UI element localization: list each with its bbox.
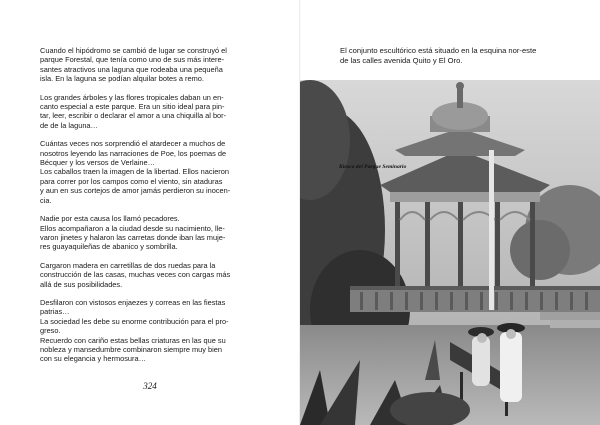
- paragraph: Nadie por esta causa los llamó pecadores. Ellos acompañaron a la ciudad desde su nacimiento, lle- varon jinetes y halaron las carretas donde iban las muje- res guayaquileñas de abanico y sombrilla.: [40, 214, 226, 252]
- kiosk-photograph: [300, 80, 600, 425]
- paragraph: Cuántas veces nos sorprendió el atardecer a muchos de nosotros leyendo las narraciones de Poe, los poemas de Bécquer y los versos de Verlaine… Los caballos traen la imagen de la libertad. Ellos nacieron para correr por los campos como el viento, sin ataduras y aun en sus cortejos de amor jamás perdieron su inocen- cia.: [40, 139, 231, 205]
- paragraph: Los grandes árboles y las flores tropicales daban un en- canto especial a este parque. Era un sitio ideal para pin- tar, leer, escribir o declarar el amor a una chiquilla al bor- de de la laguna…: [40, 92, 227, 130]
- intro-text: El conjunto escultórico está situado en la esquina nor-este de las calles avenida Quito y El Oro.: [340, 46, 537, 65]
- left-text-column: [40, 46, 262, 373]
- kiosk-photo-illustration: [300, 80, 600, 425]
- page-number: 324: [143, 381, 157, 391]
- paragraph: Desfilaron con vistosos enjaezes y correas en las fiestas patrias… La sociedad les debe su enorme contribución para el pro- greso. Recuerdo con cariño estas bellas criaturas en las que su nobleza y mansedumbre combinaron siempre muy bien con su elegancia y hermosura…: [40, 297, 229, 364]
- photo-caption: Kiosco del Parque Seminario: [339, 164, 407, 170]
- paragraph: Cuando el hipódromo se cambió de lugar se construyó el parque Forestal, que tenía como uno de sus más intere- santes atractivos una laguna que rodeaba una pequeña isla. En la laguna se podían alquilar botes a remo.: [40, 46, 227, 84]
- right-page: [300, 0, 600, 425]
- paragraph: Cargaron madera en carretillas de dos ruedas para la construcción de las casas, muchas veces con cargas más allá de sus posibilidades.: [40, 260, 231, 289]
